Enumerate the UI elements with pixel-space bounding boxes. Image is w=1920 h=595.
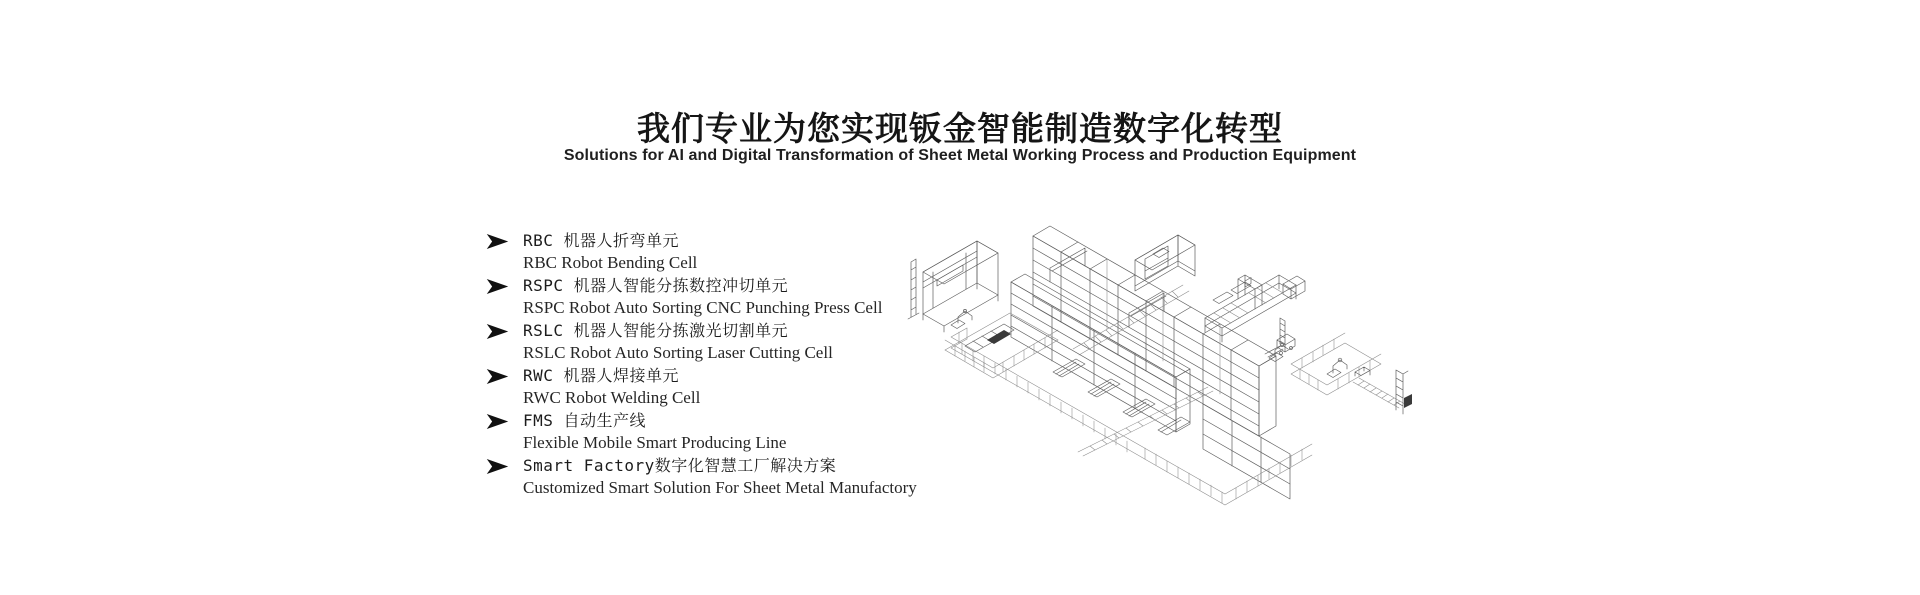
factory-line-illustration [903, 222, 1415, 514]
solution-item-rbc [486, 231, 917, 276]
agv-forklift [1265, 318, 1295, 357]
right-arrow-bullet-icon [486, 231, 509, 249]
page-subtitle: Solutions for AI and Digital Transformation of Sheet Metal Working Process and Production Equipment [563, 147, 1357, 164]
dark-belt [987, 330, 1011, 344]
solution-title-en: RSLC Robot Auto Sorting Laser Cutting Cell [523, 343, 833, 362]
dark-motor [1404, 394, 1412, 408]
outfeed-conveyor [1353, 378, 1405, 408]
solution-title-cn: FMS 自动生产线 [523, 411, 647, 430]
right-arrow-bullet-icon [486, 321, 509, 339]
right-arrow-bullet-icon [486, 366, 509, 384]
solution-title-en: RBC Robot Bending Cell [523, 253, 698, 272]
sheet-pallets [1053, 282, 1251, 435]
cross-conveyor [1073, 285, 1189, 355]
solution-title-en: Flexible Mobile Smart Producing Line [523, 433, 787, 452]
solution-item-fms [486, 411, 917, 456]
bending-robot [951, 309, 972, 328]
solution-title-cn: Smart Factory数字化智慧工厂解决方案 [523, 456, 837, 475]
solution-item-rspc [486, 276, 917, 321]
solution-title-cn: RWC 机器人焊接单元 [523, 366, 680, 385]
press-brake-machine [908, 241, 998, 332]
solution-title-cn: RSPC 机器人智能分拣数控冲切单元 [523, 276, 789, 295]
right-arrow-bullet-icon [486, 456, 509, 474]
solution-title-en: Customized Smart Solution For Sheet Metal Manufactory [523, 478, 917, 497]
solution-title-cn: RSLC 机器人智能分拣激光切割单元 [523, 321, 789, 340]
right-arrow-bullet-icon [486, 276, 509, 294]
page-title: 我们专业为您实现钣金智能制造数字化转型 [637, 110, 1283, 148]
solutions-list [486, 231, 917, 501]
right-arrow-bullet-icon [486, 411, 509, 429]
solution-title-cn: RBC 机器人折弯单元 [523, 231, 680, 250]
factory-line-drawing [903, 222, 1415, 514]
infeed-conveyor [965, 324, 1014, 352]
punching-machine [1135, 235, 1195, 291]
solution-item-rslc [486, 321, 917, 366]
welding-robot [1327, 358, 1370, 377]
solution-item-smart-factory [486, 456, 917, 501]
solution-title-en: RWC Robot Welding Cell [523, 388, 701, 407]
solution-title-en: RSPC Robot Auto Sorting CNC Punching Press Cell [523, 298, 883, 317]
solution-item-rwc [486, 366, 917, 411]
rack-row-extension [1203, 404, 1290, 499]
